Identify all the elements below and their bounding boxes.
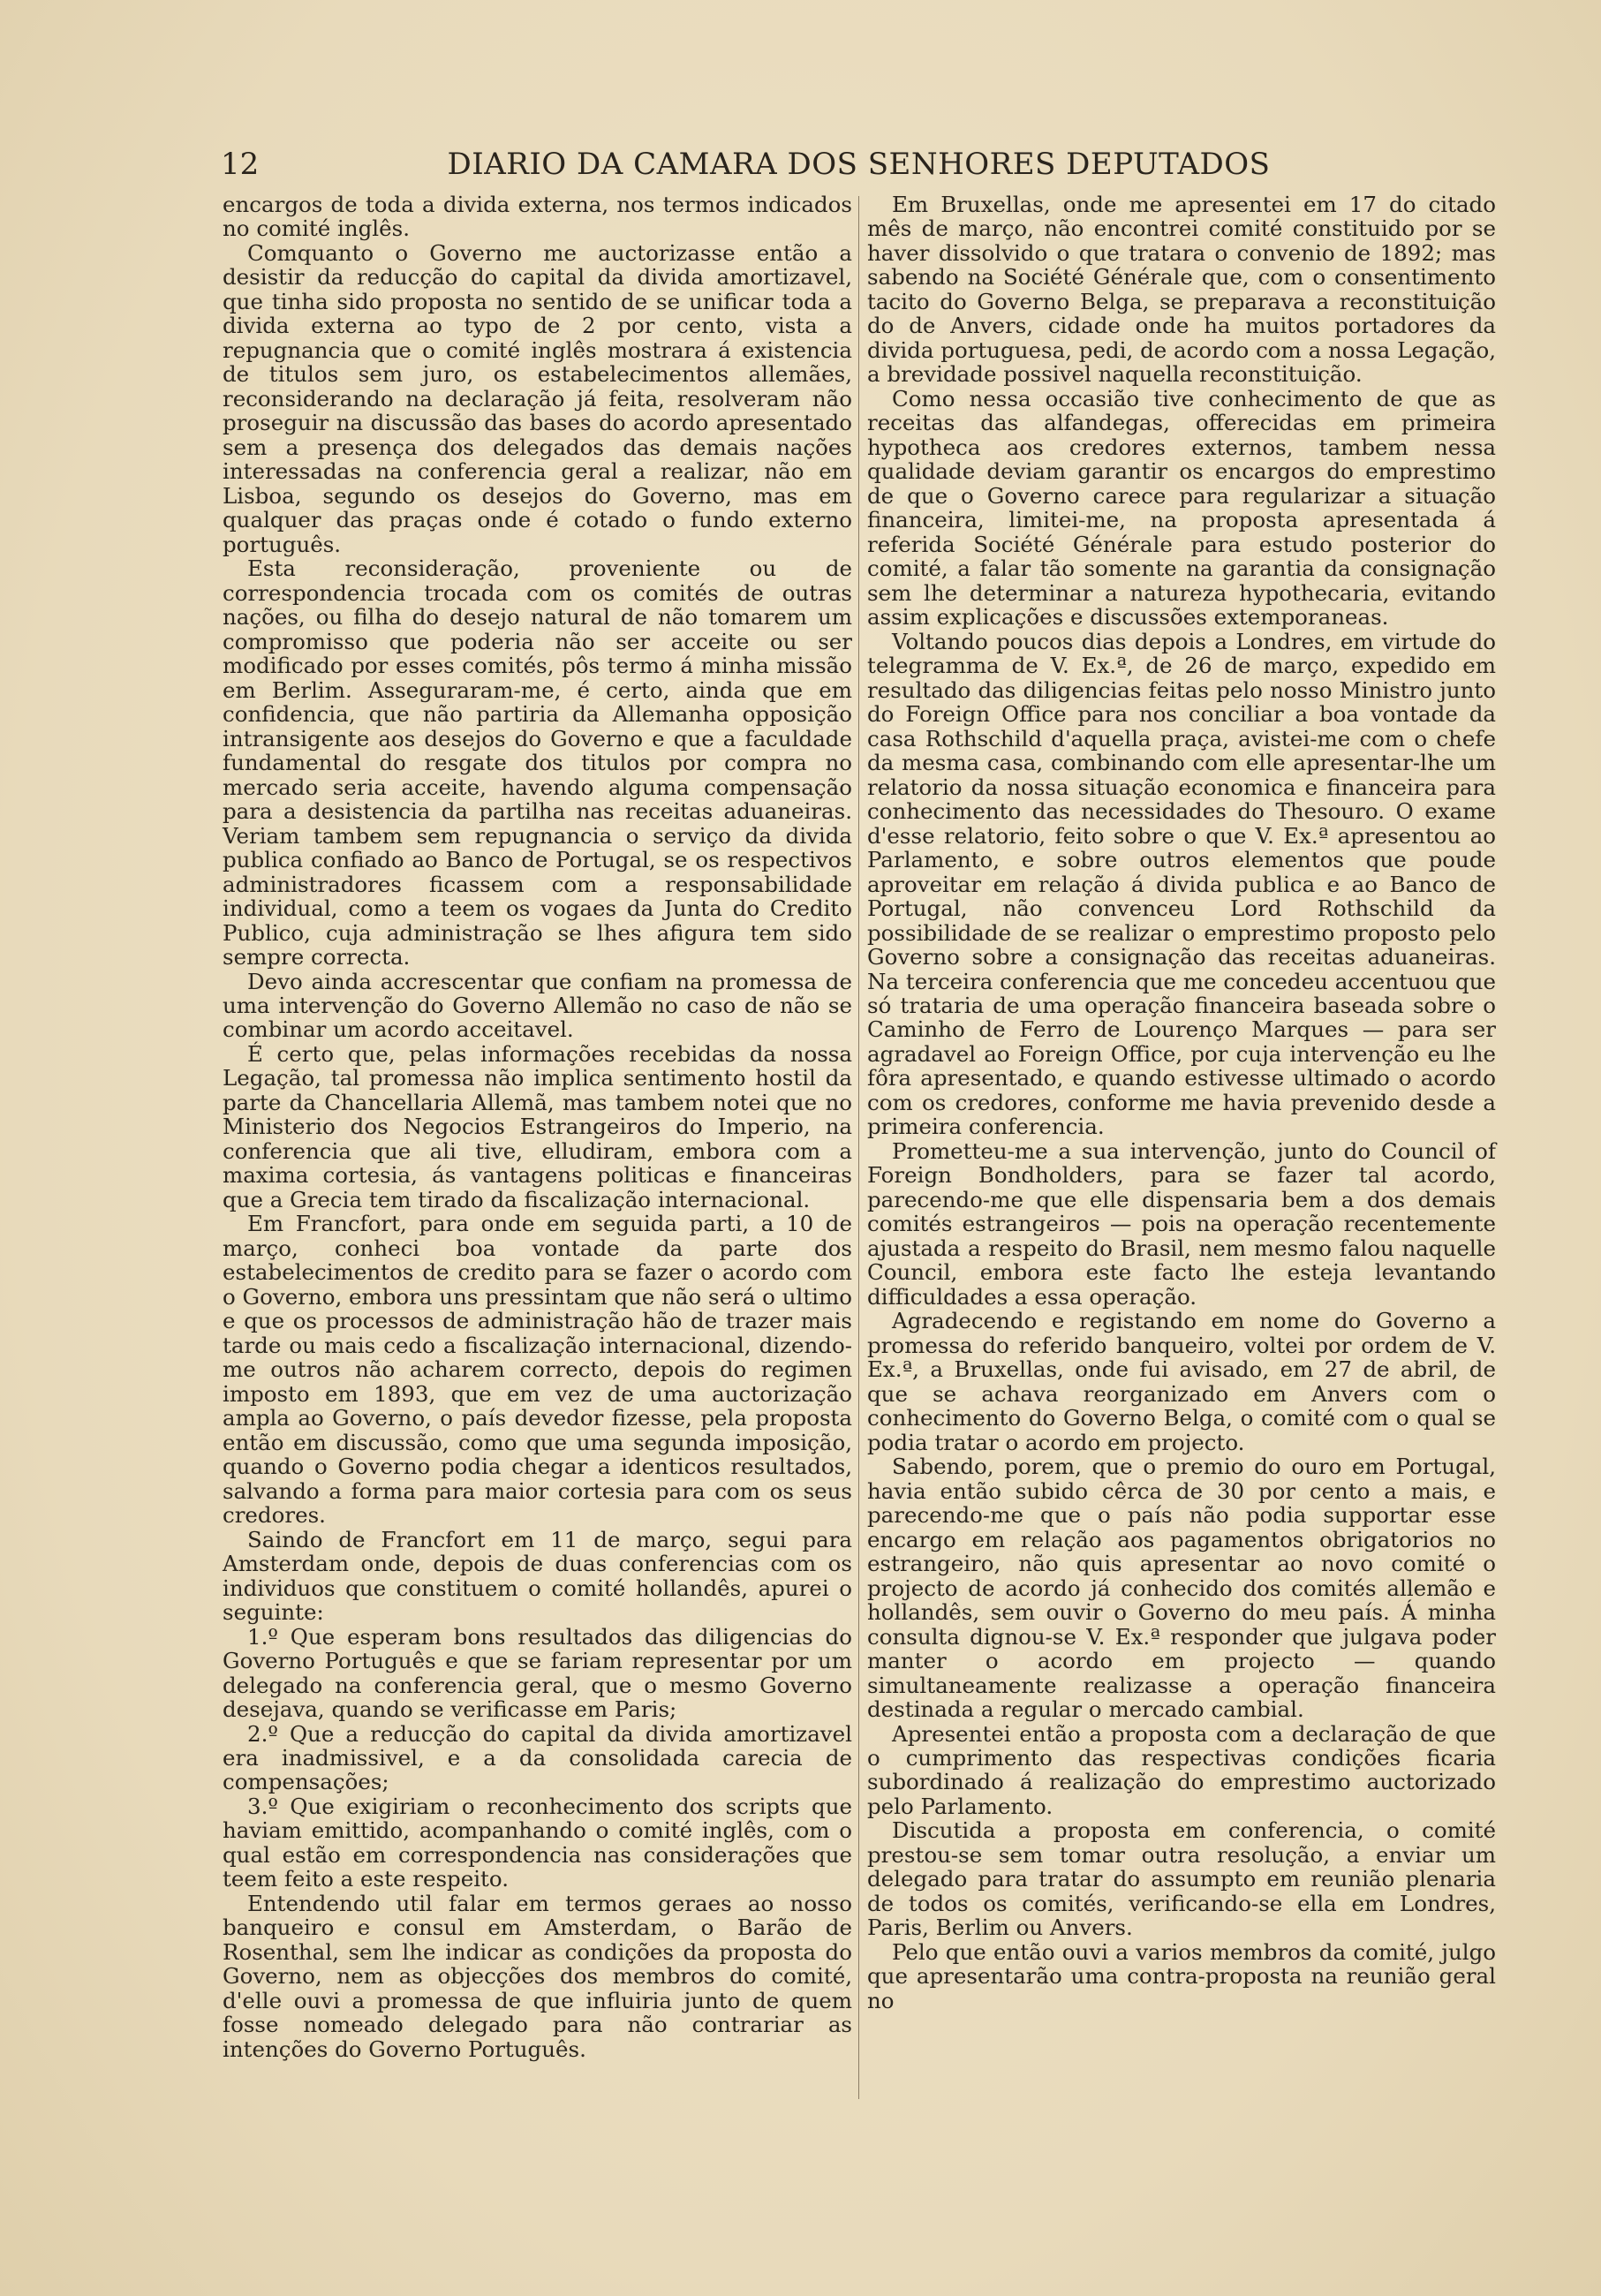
page-number: 12 bbox=[221, 147, 260, 182]
paragraph: Apresentei então a proposta com a declaração de que o cumprimento das respectivas condições ficaria subordinado á realização do emprestimo auctorizado pelo Parlamento. bbox=[867, 1720, 1496, 1819]
paragraph: É certo que, pelas informações recebidas da nossa Legação, tal promessa não implica sentimento hostil da parte da Chancellaria Allemã, mas tambem notei que no Ministerio dos Negocios Estrangeiros do Imperio, na conferencia que ali tive, elludiram, embora com a maxima cortesia, ás vantagens politicas e financeiras que a Grecia tem tirado da fiscalização internacional. bbox=[223, 1040, 852, 1212]
paragraph: 3.º Que exigiriam o reconhecimento dos scripts que haviam emittido, acompanhando o comité inglês, com o qual estão em correspondencia nas considerações que teem feito a este respeito. bbox=[223, 1793, 852, 1892]
left-column bbox=[223, 193, 852, 2061]
journal-title: DIARIO DA CAMARA DOS SENHORES DEPUTADOS bbox=[447, 147, 1271, 182]
paragraph: Discutida a proposta em conferencia, o comité prestou-se sem tomar outra resolução, a enviar um delegado para tratar do assumpto em reunião plenaria de todos os comités, verificando-se ella em Londres, Paris, Berlim ou Anvers. bbox=[867, 1817, 1496, 1941]
paragraph: encargos de toda a divida externa, nos termos indicados no comité inglês. bbox=[223, 192, 852, 242]
paragraph: Pelo que então ouvi a varios membros da comité, julgo que apresentarão uma contra-proposta na reunião geral no bbox=[867, 1938, 1496, 2013]
page-header bbox=[221, 141, 1497, 185]
paragraph: Devo ainda accrescentar que confiam na promessa de uma intervenção do Governo Allemão no caso de não se combinar um acordo acceitavel. bbox=[223, 968, 852, 1043]
paragraph: Sabendo, porem, que o premio do ouro em Portugal, havia então subido cêrca de 30 por cento a mais, e parecendo-me que o país não podia supportar esse encargo em relação aos pagamentos obrigatorios no estrangeiro, não quis apresentar ao novo comité o projecto de acordo já conhecido dos comités allemão e hollandês, sem ouvir o Governo do meu país. Á minha consulta dignou-se V. Ex.ª responder que julgava poder manter o acordo em projecto — quando simultaneamente realizasse a operação financeira destinada a regular o mercado cambial. bbox=[867, 1454, 1496, 1723]
paragraph: 1.º Que esperam bons resultados das diligencias do Governo Português e que se fariam representar por um delegado na conferencia geral, que o mesmo Governo desejava, quando se verificasse em Paris; bbox=[223, 1623, 852, 1723]
paragraph: Prometteu-me a sua intervenção, junto do Council of Foreign Bondholders, para se fazer tal acordo, parecendo-me que elle dispensaria bem a dos demais comités estrangeiros — pois na operação recentemente ajustada a respeito do Brasil, nem mesmo falou naquelle Council, embora este facto lhe esteja levantando difficuldades a essa operação. bbox=[867, 1137, 1496, 1310]
paragraph: Saindo de Francfort em 11 de março, segui para Amsterdam onde, depois de duas conferencias com os individuos que constituem o comité hollandês, apurei o seguinte: bbox=[223, 1526, 852, 1626]
paragraph: Em Francfort, para onde em seguida parti, a 10 de março, conheci boa vontade da parte dos estabelecimentos de credito para se fazer o acordo com o Governo, embora uns pressintam que não será o ultimo e que os processos de administração hão de trazer mais tarde ou mais cedo a fiscalização internacional, dizendo-me outros não acharem correcto, depois do regimen imposto em 1893, que em vez de uma auctorização ampla ao Governo, o país devedor fizesse, pela proposta então em discussão, como que uma segunda imposição, quando o Governo podia chegar a identicos resultados, salvando a forma para maior cortesia para com os seus credores. bbox=[223, 1211, 853, 1529]
paragraph: Agradecendo e registando em nome do Governo a promessa do referido banqueiro, voltei por ordem de V. Ex.ª, a Bruxellas, onde fui avisado, em 27 de abril, de que se achava reorganizado em Anvers com o conhecimento do Governo Belga, o comité com o qual se podia tratar o acordo em projecto. bbox=[867, 1308, 1496, 1455]
paragraph: Esta reconsideração, proveniente ou de correspondencia trocada com os comités de outras nações, ou filha do desejo natural de não tomarem um compromisso que poderia não ser acceite ou ser modificado por esses comités, pôs termo á minha missão em Berlim. Asseguraram-me, é certo, ainda que em confidencia, que não partiria da Allemanha opposição intransigente aos desejos do Governo e que a faculdade fundamental do resgate dos titulos por compra no mercado seria acceite, havendo alguma compensação para a desistencia da partilha nas receitas aduaneiras. Veriam tambem sem repugnancia o serviço da divida publica confiado ao Banco de Portugal, se os respectivos administradores ficassem com a responsabilidade individual, como a teem os vogaes da Junta do Credito Publico, cuja administração se lhes afigura tem sido sempre correcta. bbox=[223, 555, 852, 971]
paragraph: Entendendo util falar em termos geraes ao nosso banqueiro e consul em Amsterdam, o Barão de Rosenthal, sem lhe indicar as condições da proposta do Governo, nem as objecções dos membros do comité, d'elle ouvi a promessa de que influiria junto de quem fosse nomeado delegado para não contrariar as intenções do Governo Português. bbox=[223, 1890, 852, 2062]
paragraph: Comquanto o Governo me auctorizasse então a desistir da reducção do capital da divida amortizavel, que tinha sido proposta no sentido de se unificar toda a divida externa ao typo de 2 por cento, vista a repugnancia que o comité inglês mostrara á existencia de titulos sem juro, os estabelecimentos allemães, reconsiderando na declaração já feita, resolveram não proseguir na discussão das bases do acordo apresentado sem a presença dos delegados das demais nações interessadas na conferencia geral a realizar, não em Lisboa, segundo os desejos do Governo, mas em qualquer das praças onde é cotado o fundo externo português. bbox=[223, 239, 852, 557]
column-divider bbox=[858, 196, 859, 2099]
paragraph: Como nessa occasião tive conhecimento de que as receitas das alfandegas, offerecidas em primeira hypotheca aos credores externos, tambem nessa qualidade deviam garantir os encargos do emprestimo de que o Governo carece para regularizar a situação financeira, limitei-me, na proposta apresentada á referida Société Générale para estudo posterior do comité, a falar tão somente na garantia da consignação sem lhe determinar a natureza hypothecaria, evitando assim explicações e discussões extemporaneas. bbox=[867, 385, 1496, 631]
paragraph: Voltando poucos dias depois a Londres, em virtude do telegramma de V. Ex.ª, de 26 de março, expedido em resultado das diligencias feitas pelo nosso Ministro junto do Foreign Office para nos conciliar a boa vontade da casa Rothschild d'aquella praça, avistei-me com o chefe da mesma casa, combinando com elle apresentar-lhe um relatorio da nossa situação economica e financeira para conhecimento das necessidades do Thesouro. O exame d'esse relatorio, feito sobre o que V. Ex.ª apresentou ao Parlamento, e sobre outros elementos que poude aproveitar em relação á divida publica e ao Banco de Portugal, não convenceu Lord Rothschild da possibilidade de se realizar o emprestimo proposto pelo Governo sobre a consignação das receitas aduaneiras. Na terceira conferencia que me concedeu accentuou que só trataria de uma operação financeira baseada sobre o Caminho de Ferro de Lourenço Marques — para ser agradavel ao Foreign Office, por cuja intervenção eu lhe fôra apresentado, e quando estivesse ultimado o acordo com os credores, conforme me havia prevenido desde a primeira conferencia. bbox=[867, 628, 1496, 1140]
paragraph: 2.º Que a reducção do capital da divida amortizavel era inadmissivel, e a da consolidada carecia de compensações; bbox=[223, 1720, 852, 1795]
right-column bbox=[867, 193, 1496, 2013]
paragraph: Em Bruxellas, onde me apresentei em 17 do citado mês de março, não encontrei comité constituido por se haver dissolvido o que tratara o convenio de 1892; mas sabendo na Société Générale que, com o consentimento tacito do Governo Belga, se preparava a reconstituição do de Anvers, cidade onde ha muitos portadores da divida portuguesa, pedi, de acordo com a nossa Legação, a brevidade possivel naquella reconstituição. bbox=[867, 192, 1496, 388]
